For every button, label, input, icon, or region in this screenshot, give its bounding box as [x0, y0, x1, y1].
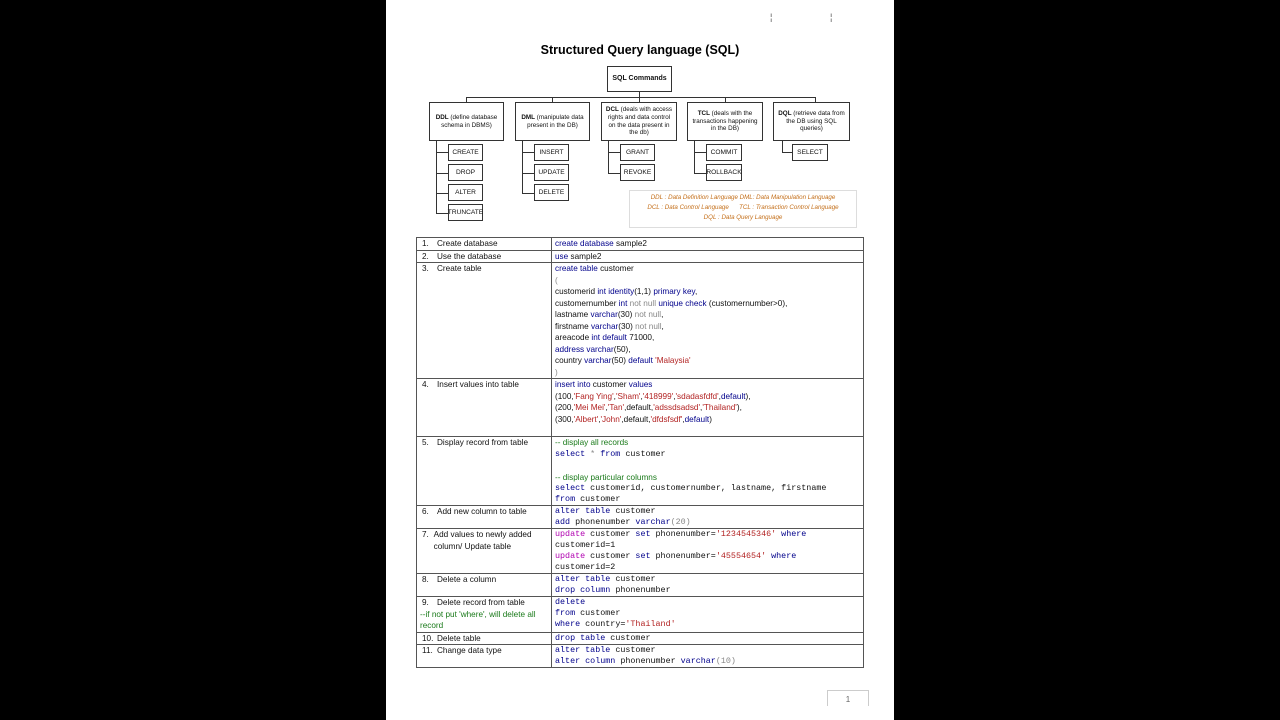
table-row: 7. Add values to newly added column/ Update table update customer set phonenumber='1234545346' where customerid=1 update customer set phonenumber='45554654' where customerid=2: [417, 529, 864, 574]
page-number: 1: [827, 690, 869, 706]
cmd-select: SELECT: [792, 144, 828, 161]
cmd-revoke: REVOKE: [620, 164, 655, 181]
page-title: Structured Query language (SQL): [540, 43, 740, 57]
cmd-insert: INSERT: [534, 144, 569, 161]
sql-reference-table: [416, 237, 864, 668]
cmd-drop: DROP: [448, 164, 483, 181]
cmd-grant: GRANT: [620, 144, 655, 161]
row-note: --if not put 'where', will delete all record: [420, 609, 536, 630]
table-row: 5. Display record from table -- display all records select * from customer -- display particular columns select customerid, customernumber, lastname, firstname from customer: [417, 437, 864, 506]
cmd-create: CREATE: [448, 144, 483, 161]
dcl-node: DCL (deals with access rights and data control on the data present in the db): [601, 102, 677, 141]
dql-node: DQL (retrieve data from the DB using SQL queries): [773, 102, 850, 141]
table-row: 10. Delete table drop table customer: [417, 632, 864, 645]
cmd-rollback: ROLLBACK: [706, 164, 742, 181]
cmd-update: UPDATE: [534, 164, 569, 181]
cmd-delete: DELETE: [534, 184, 569, 201]
header-mark: ¦: [770, 12, 773, 22]
ddl-node: DDL (define database schema in DBMS): [429, 102, 504, 141]
tcl-node: TCL (deals with the transactions happening in the DB): [687, 102, 763, 141]
table-row: 3. Create table create table customer ( customerid int identity(1,1) primary key, customernumber int not null unique check (customernumber>0), lastname varchar(30) not null, firstname varchar(30) not null, areacode int default 71000, address varchar(50), country varchar(50) default 'Malaysia' ): [417, 263, 864, 379]
cmd-commit: COMMIT: [706, 144, 742, 161]
header-mark: ¦: [830, 12, 833, 22]
table-row: 4. Insert values into table insert into customer values (100,'Fang Ying','Sham','418999','sdadasfdfd',default), (200,'Mei Mei','Tan',default,'adssdsadsd','Thailand'), (300,'Albert','John',default,'dfdsfsdf',default): [417, 379, 864, 437]
table-row: 1. Create database create database sample2: [417, 238, 864, 251]
table-row: 2. Use the database use sample2: [417, 250, 864, 263]
table-row: 9. Delete record from table --if not put 'where', will delete all record delete from customer where country='Thailand': [417, 597, 864, 633]
table-row: 6. Add new column to table alter table customer add phonenumber varchar(20): [417, 506, 864, 529]
cmd-alter: ALTER: [448, 184, 483, 201]
root-node: SQL Commands: [607, 66, 672, 92]
cmd-truncate: TRUNCATE: [448, 204, 483, 221]
dml-node: DML (manipulate data present in the DB): [515, 102, 590, 141]
table-row: 8. Delete a column alter table customer drop column phonenumber: [417, 574, 864, 597]
abbreviation-legend: DDL : Data Definition Language DML: Data Manipulation Language DCL : Data Control Language TCL : Transaction Control Language DQL : Data Query Language: [629, 190, 857, 228]
table-row: 11. Change data type alter table customer alter column phonenumber varchar(10): [417, 645, 864, 668]
document-page: [386, 0, 894, 720]
